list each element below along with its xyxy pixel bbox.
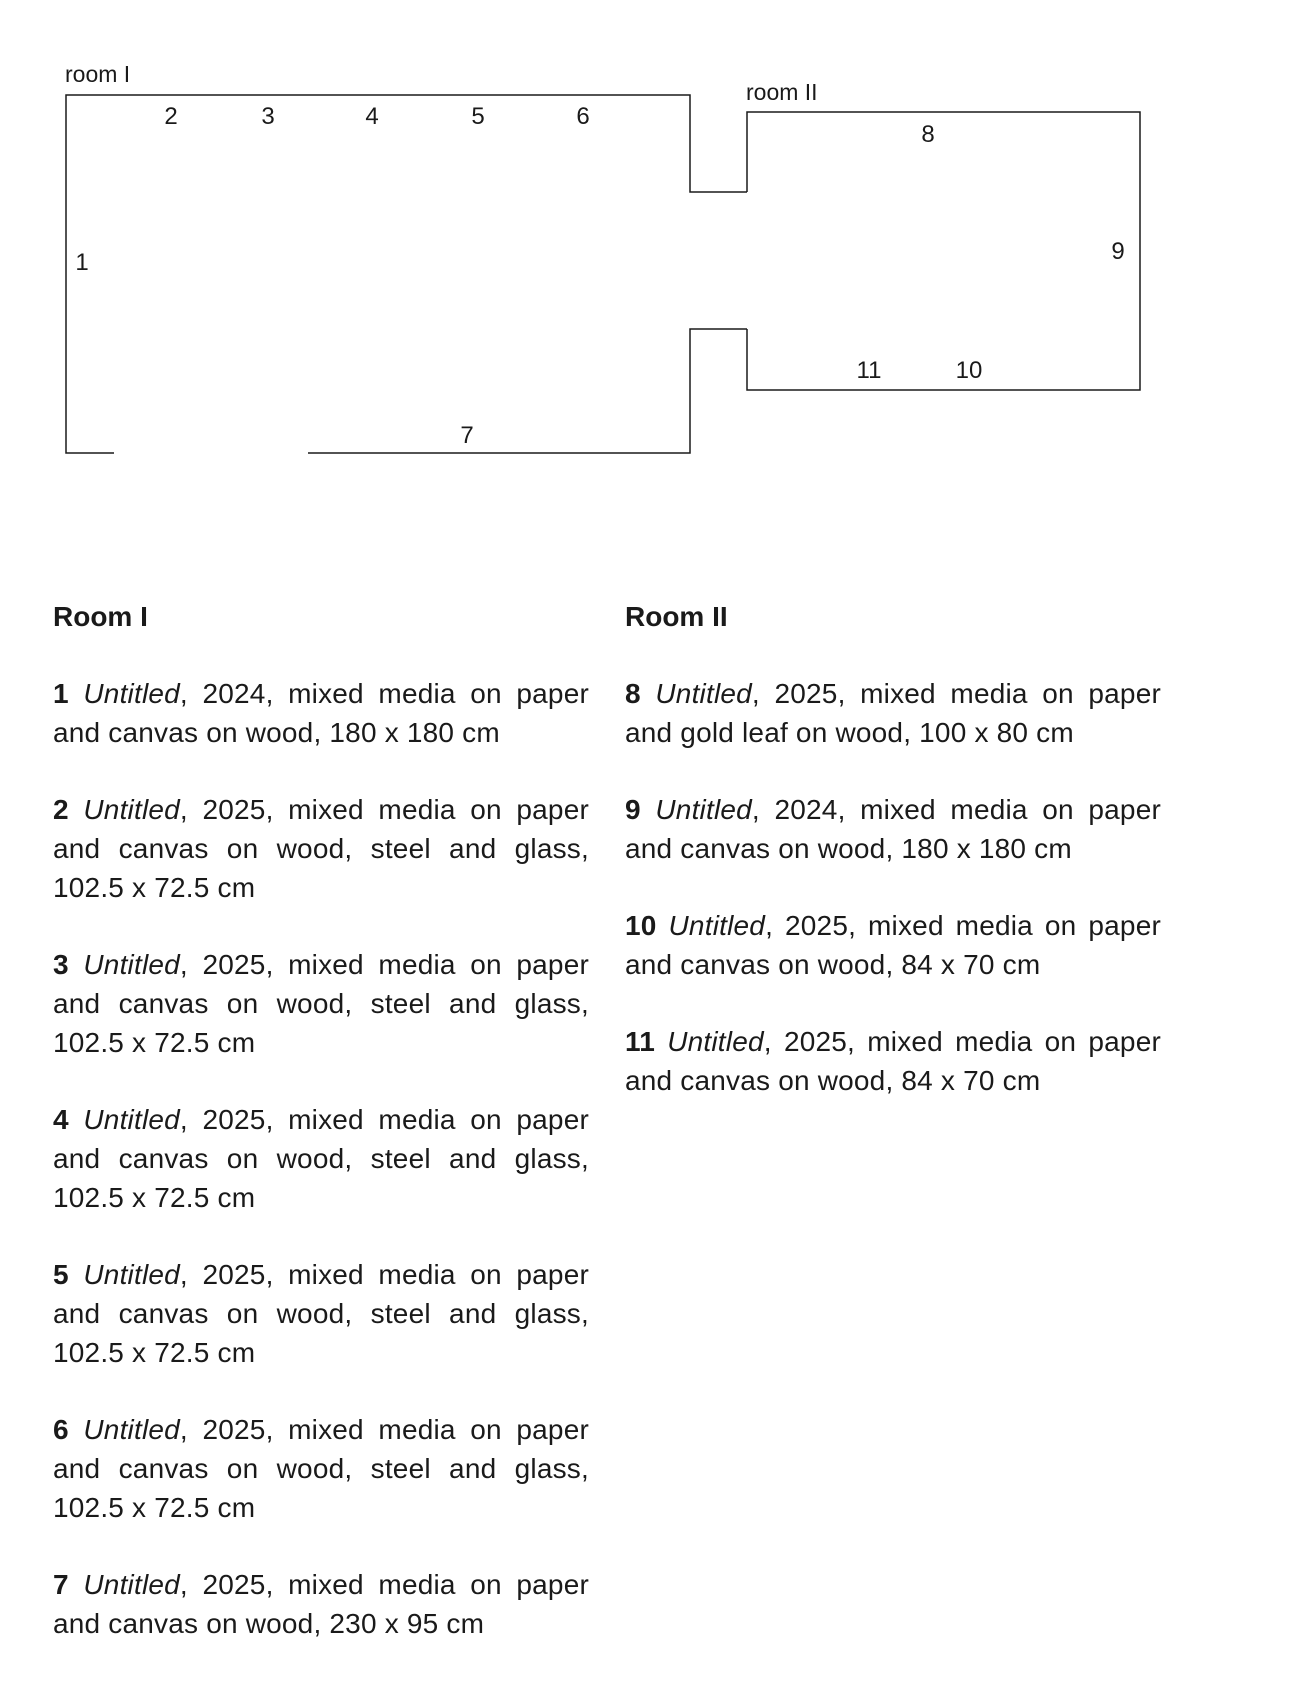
position-number: 3 bbox=[261, 103, 275, 130]
artwork-title: Untitled bbox=[83, 948, 180, 980]
room-i-column bbox=[53, 600, 589, 1681]
artwork-title: Untitled bbox=[83, 1413, 180, 1445]
room-ii-walls bbox=[747, 112, 1140, 390]
room-ii-label: room II bbox=[746, 79, 818, 105]
room-i-heading: Room I bbox=[53, 601, 148, 632]
position-number: 5 bbox=[471, 103, 485, 130]
artwork-details: 2025, mixed media on paper and canvas on wood, steel and glass, 102.5 x 72.5 cm bbox=[53, 1103, 590, 1213]
artwork-entry bbox=[53, 1410, 589, 1527]
artwork-entry bbox=[53, 1100, 589, 1217]
artwork-details: 2025, mixed media on paper and canvas on wood, 84 x 70 cm bbox=[625, 1025, 1161, 1096]
artwork-details: 2025, mixed media on paper and canvas on wood, 84 x 70 cm bbox=[625, 909, 1162, 980]
artwork-details: 2024, mixed media on paper and canvas on wood, 180 x 180 cm bbox=[625, 793, 1162, 864]
artwork-entry bbox=[53, 1255, 589, 1372]
artwork-number: 5 bbox=[53, 1258, 69, 1290]
artwork-title-separator: , bbox=[751, 793, 760, 825]
artwork-entry bbox=[53, 674, 589, 752]
artwork-details: 2025, mixed media on paper and canvas on wood, 230 x 95 cm bbox=[53, 1568, 590, 1639]
position-number: 7 bbox=[460, 422, 474, 449]
artwork-number: 9 bbox=[625, 793, 641, 825]
artwork-title-separator: , bbox=[179, 677, 188, 709]
artwork-details: 2025, mixed media on paper and canvas on wood, steel and glass, 102.5 x 72.5 cm bbox=[53, 1258, 590, 1368]
artwork-entry bbox=[53, 1565, 589, 1643]
artwork-details: 2025, mixed media on paper and canvas on wood, steel and glass, 102.5 x 72.5 cm bbox=[53, 1413, 590, 1523]
artwork-details: 2025, mixed media on paper and canvas on wood, steel and glass, 102.5 x 72.5 cm bbox=[53, 793, 590, 903]
artwork-title-separator: , bbox=[763, 1025, 772, 1057]
artwork-number: 4 bbox=[53, 1103, 69, 1135]
position-number: 6 bbox=[576, 103, 590, 130]
artwork-title: Untitled bbox=[655, 677, 752, 709]
artwork-details: 2024, mixed media on paper and canvas on wood, 180 x 180 cm bbox=[53, 677, 590, 748]
artwork-title: Untitled bbox=[83, 1103, 180, 1135]
artwork-details: 2025, mixed media on paper and gold leaf on wood, 100 x 80 cm bbox=[625, 677, 1162, 748]
artwork-number: 10 bbox=[625, 909, 657, 941]
artwork-title: Untitled bbox=[668, 909, 766, 941]
position-number: 8 bbox=[921, 121, 935, 148]
artwork-title: Untitled bbox=[83, 677, 180, 709]
artwork-number: 2 bbox=[53, 793, 69, 825]
artwork-number: 11 bbox=[625, 1025, 655, 1057]
artwork-title: Untitled bbox=[83, 793, 180, 825]
artwork-title: Untitled bbox=[667, 1025, 764, 1057]
artwork-entry bbox=[625, 1022, 1161, 1100]
artwork-title-separator: , bbox=[179, 1258, 188, 1290]
room-ii-column bbox=[625, 600, 1161, 1138]
artwork-details: 2025, mixed media on paper and canvas on wood, steel and glass, 102.5 x 72.5 cm bbox=[53, 948, 590, 1058]
position-number: 10 bbox=[955, 357, 983, 384]
artwork-entry bbox=[53, 945, 589, 1062]
artwork-title: Untitled bbox=[83, 1258, 180, 1290]
artwork-title: Untitled bbox=[83, 1568, 180, 1600]
artwork-entry bbox=[625, 906, 1161, 984]
room-i-label: room I bbox=[65, 61, 131, 87]
artwork-entry bbox=[625, 674, 1161, 752]
artwork-title-separator: , bbox=[751, 677, 760, 709]
artwork-title-separator: , bbox=[179, 1568, 188, 1600]
artwork-title: Untitled bbox=[655, 793, 752, 825]
floor-plan-walls bbox=[66, 95, 1140, 453]
position-number: 4 bbox=[365, 103, 379, 130]
artwork-number: 7 bbox=[53, 1568, 69, 1600]
room-i-walls bbox=[66, 95, 747, 453]
artwork-number: 6 bbox=[53, 1413, 69, 1445]
position-number: 11 bbox=[856, 357, 882, 384]
room-i-bottom-wall bbox=[308, 329, 747, 453]
artwork-title-separator: , bbox=[765, 909, 774, 941]
artwork-number: 3 bbox=[53, 948, 69, 980]
position-number: 1 bbox=[75, 249, 89, 276]
position-number: 9 bbox=[1111, 238, 1125, 265]
artwork-number: 1 bbox=[53, 677, 69, 709]
room-ii-heading: Room II bbox=[625, 601, 728, 632]
artwork-title-separator: , bbox=[179, 1103, 188, 1135]
position-number: 2 bbox=[164, 103, 178, 130]
artwork-title-separator: , bbox=[179, 793, 188, 825]
artwork-number: 8 bbox=[625, 677, 641, 709]
artwork-entry bbox=[53, 790, 589, 907]
floor-plan bbox=[0, 0, 1294, 480]
artwork-entry bbox=[625, 790, 1161, 868]
artwork-title-separator: , bbox=[179, 1413, 188, 1445]
artwork-title-separator: , bbox=[179, 948, 188, 980]
